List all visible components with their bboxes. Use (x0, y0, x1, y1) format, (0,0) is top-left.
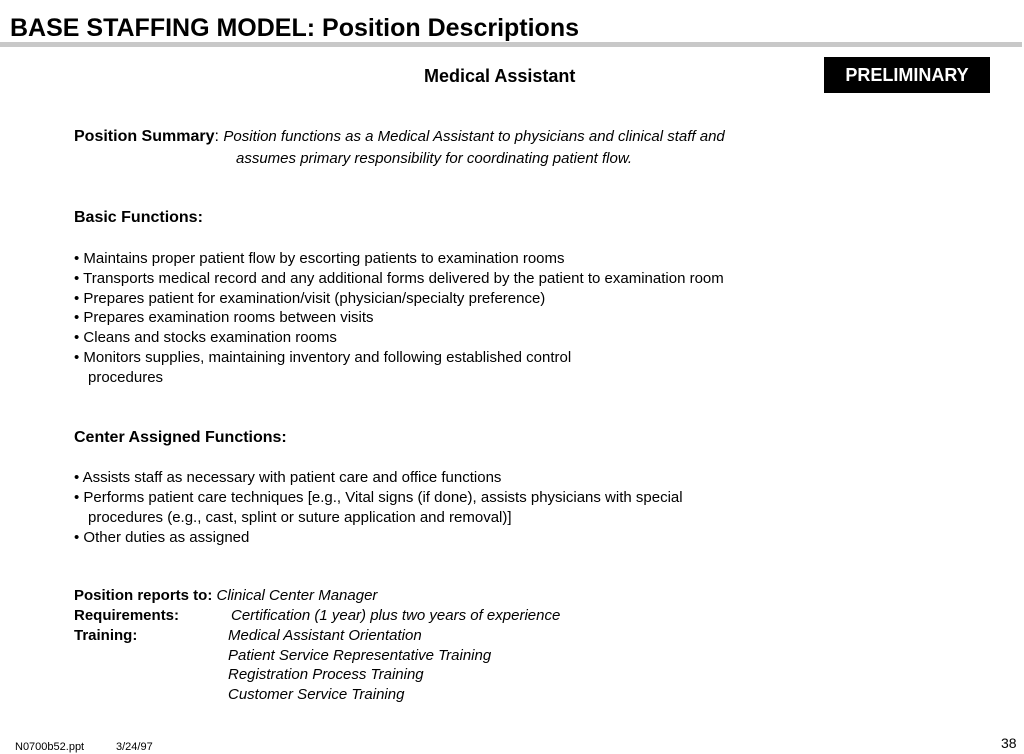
position-summary-colon: : (214, 128, 219, 145)
training-item: Patient Service Representative Training (228, 647, 492, 664)
requirements-value: Certification (1 year) plus two years of experience (231, 607, 561, 624)
list-item: • Maintains proper patient flow by escorting patients to examination rooms (74, 250, 565, 267)
list-item: • Cleans and stocks examination rooms (74, 329, 337, 346)
footer-date: 3/24/97 (116, 741, 153, 753)
list-item: • Transports medical record and any additional forms delivered by the patient to examination room (74, 270, 724, 287)
list-item-continuation: procedures (88, 369, 164, 386)
basic-functions-heading: Basic Functions: (74, 209, 203, 226)
center-functions-heading: Center Assigned Functions: (74, 429, 287, 446)
position-title: Medical Assistant (424, 66, 576, 86)
slide-title: BASE STAFFING MODEL: Position Descriptions (10, 14, 580, 42)
list-item: • Monitors supplies, maintaining inventory and following established control (74, 349, 572, 366)
reports-to-row (74, 586, 377, 605)
reports-to-label: Position reports to: (74, 587, 213, 604)
list-item: • Prepares examination rooms between visits (74, 309, 374, 326)
position-summary-label: Position Summary (74, 128, 215, 145)
training-item: Customer Service Training (228, 686, 405, 703)
title-divider (0, 42, 1022, 47)
list-item: • Other duties as assigned (74, 529, 250, 546)
position-summary-text: Position functions as a Medical Assistant to physicians and clinical staff and (223, 128, 725, 145)
requirements-label: Requirements: (74, 607, 180, 624)
page-number: 38 (1001, 735, 1017, 751)
training-item: Registration Process Training (228, 666, 424, 683)
reports-to-value: Clinical Center Manager (216, 587, 378, 604)
footer-filename: N0700b52.ppt (15, 741, 85, 753)
training-item: Medical Assistant Orientation (228, 627, 422, 644)
list-item: • Assists staff as necessary with patient care and office functions (74, 469, 502, 486)
list-item: • Performs patient care techniques [e.g., Vital signs (if done), assists physicians with special (74, 489, 683, 506)
position-summary-line1 (74, 127, 725, 147)
list-item: • Prepares patient for examination/visit (physician/specialty preference) (74, 290, 546, 307)
list-item-continuation: procedures (e.g., cast, splint or suture application and removal)] (88, 509, 512, 526)
preliminary-badge: PRELIMINARY (824, 57, 990, 93)
training-label: Training: (74, 627, 138, 644)
position-summary-line2: assumes primary responsibility for coordinating patient flow. (236, 150, 633, 167)
